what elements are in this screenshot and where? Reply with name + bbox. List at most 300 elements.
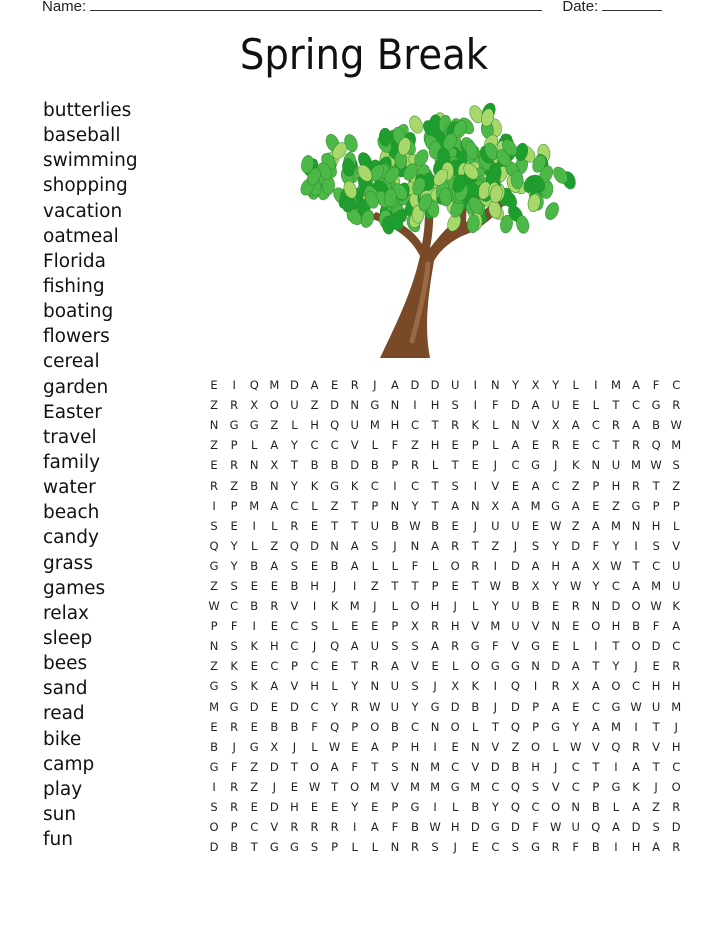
grid-cell[interactable]: L xyxy=(472,719,479,734)
grid-cell[interactable]: S xyxy=(310,840,319,855)
grid-cell[interactable]: U xyxy=(511,599,520,614)
grid-cell[interactable]: T xyxy=(250,840,258,855)
grid-cell[interactable]: P xyxy=(672,498,680,513)
grid-cell[interactable]: R xyxy=(551,438,560,453)
grid-cell[interactable]: K xyxy=(310,478,319,493)
grid-cell[interactable]: G xyxy=(209,558,219,573)
grid-cell[interactable]: C xyxy=(571,759,580,774)
grid-cell[interactable]: T xyxy=(612,639,620,654)
grid-cell[interactable]: I xyxy=(212,498,216,513)
grid-cell[interactable]: K xyxy=(230,659,238,674)
grid-cell[interactable]: T xyxy=(471,538,479,553)
grid-cell[interactable]: C xyxy=(591,438,600,453)
grid-cell[interactable]: N xyxy=(390,398,400,413)
grid-cell[interactable]: N xyxy=(270,478,279,493)
grid-cell[interactable]: A xyxy=(330,759,339,774)
grid-cell[interactable]: R xyxy=(230,800,239,815)
grid-cell[interactable]: H xyxy=(430,398,440,413)
grid-cell[interactable]: Z xyxy=(571,518,580,533)
grid-cell[interactable]: L xyxy=(492,418,499,433)
grid-cell[interactable]: E xyxy=(572,619,580,634)
grid-cell[interactable]: A xyxy=(591,679,600,694)
grid-cell[interactable]: O xyxy=(470,659,480,674)
grid-cell[interactable]: O xyxy=(591,619,601,634)
grid-cell[interactable]: I xyxy=(353,820,357,835)
grid-cell[interactable]: J xyxy=(433,679,437,694)
grid-cell[interactable]: R xyxy=(551,679,560,694)
grid-cell[interactable]: K xyxy=(250,639,258,654)
grid-cell[interactable]: Z xyxy=(571,478,580,493)
grid-cell[interactable]: E xyxy=(330,800,339,815)
grid-cell[interactable]: B xyxy=(250,478,259,493)
grid-cell[interactable]: S xyxy=(451,478,459,493)
grid-cell[interactable]: O xyxy=(209,820,219,835)
grid-cell[interactable]: S xyxy=(290,558,299,573)
grid-cell[interactable]: T xyxy=(471,578,479,593)
grid-cell[interactable]: O xyxy=(671,779,681,794)
grid-cell[interactable]: N xyxy=(370,679,380,694)
grid-cell[interactable]: M xyxy=(349,599,360,614)
grid-cell[interactable]: C xyxy=(632,398,641,413)
grid-cell[interactable]: A xyxy=(390,659,399,674)
grid-cell[interactable]: U xyxy=(671,558,681,573)
grid-cell[interactable]: E xyxy=(250,719,258,734)
grid-cell[interactable]: S xyxy=(310,619,319,634)
grid-cell[interactable]: B xyxy=(290,719,299,734)
grid-cell[interactable]: N xyxy=(209,418,219,433)
grid-cell[interactable]: H xyxy=(651,679,661,694)
grid-cell[interactable]: F xyxy=(230,759,238,774)
grid-cell[interactable]: R xyxy=(230,458,239,473)
grid-cell[interactable]: C xyxy=(290,619,299,634)
grid-cell[interactable]: T xyxy=(411,578,419,593)
grid-cell[interactable]: E xyxy=(210,458,218,473)
grid-cell[interactable]: E xyxy=(572,438,580,453)
grid-cell[interactable]: S xyxy=(230,578,238,593)
grid-cell[interactable]: A xyxy=(652,840,661,855)
grid-cell[interactable]: R xyxy=(451,418,460,433)
grid-cell[interactable]: R xyxy=(672,659,681,674)
grid-cell[interactable]: B xyxy=(230,840,239,855)
grid-cell[interactable]: R xyxy=(431,619,440,634)
grid-cell[interactable]: L xyxy=(251,538,258,553)
grid-cell[interactable]: H xyxy=(290,800,299,815)
grid-cell[interactable]: X xyxy=(270,739,279,754)
grid-cell[interactable]: L xyxy=(371,438,378,453)
grid-cell[interactable]: W xyxy=(369,699,381,714)
grid-cell[interactable]: Y xyxy=(331,699,339,714)
grid-cell[interactable]: G xyxy=(490,820,500,835)
grid-cell[interactable]: F xyxy=(230,619,238,634)
grid-cell[interactable]: U xyxy=(370,639,379,654)
grid-cell[interactable]: Y xyxy=(290,438,298,453)
grid-cell[interactable]: T xyxy=(491,719,499,734)
grid-cell[interactable]: M xyxy=(410,779,420,794)
grid-cell[interactable]: V xyxy=(411,659,419,674)
grid-cell[interactable]: E xyxy=(451,518,459,533)
grid-cell[interactable]: J xyxy=(453,840,457,855)
grid-cell[interactable]: I xyxy=(634,719,638,734)
grid-cell[interactable]: J xyxy=(553,458,558,473)
grid-cell[interactable]: E xyxy=(471,840,479,855)
grid-cell[interactable]: C xyxy=(491,779,500,794)
grid-cell[interactable]: M xyxy=(671,699,682,714)
grid-cell[interactable]: L xyxy=(331,619,338,634)
grid-cell[interactable]: U xyxy=(390,679,400,694)
grid-cell[interactable]: R xyxy=(410,840,419,855)
grid-cell[interactable]: V xyxy=(531,418,540,433)
grid-cell[interactable]: S xyxy=(371,538,379,553)
grid-cell[interactable]: H xyxy=(651,518,661,533)
grid-cell[interactable]: C xyxy=(250,820,259,835)
grid-cell[interactable]: K xyxy=(471,679,480,694)
grid-cell[interactable]: L xyxy=(431,558,439,573)
grid-cell[interactable]: U xyxy=(551,398,560,413)
grid-cell[interactable]: T xyxy=(632,558,640,573)
grid-cell[interactable]: P xyxy=(230,498,238,513)
grid-cell[interactable]: M xyxy=(209,699,220,714)
grid-cell[interactable]: N xyxy=(390,840,400,855)
grid-cell[interactable]: B xyxy=(431,518,440,533)
grid-cell[interactable]: E xyxy=(371,619,379,634)
grid-cell[interactable]: M xyxy=(530,498,541,513)
grid-cell[interactable]: E xyxy=(351,619,359,634)
grid-cell[interactable]: P xyxy=(592,478,600,493)
grid-cell[interactable]: K xyxy=(672,599,680,614)
grid-cell[interactable]: P xyxy=(351,719,359,734)
grid-cell[interactable]: L xyxy=(371,840,378,855)
grid-cell[interactable]: P xyxy=(230,438,238,453)
grid-cell[interactable]: U xyxy=(611,458,621,473)
grid-cell[interactable]: R xyxy=(632,478,641,493)
grid-cell[interactable]: L xyxy=(572,378,579,393)
grid-cell[interactable]: T xyxy=(391,578,399,593)
grid-cell[interactable]: X xyxy=(571,679,580,694)
grid-cell[interactable]: H xyxy=(671,679,681,694)
grid-cell[interactable]: W xyxy=(610,558,622,573)
grid-cell[interactable]: U xyxy=(390,699,400,714)
grid-cell[interactable]: C xyxy=(310,659,319,674)
grid-cell[interactable]: H xyxy=(551,558,560,573)
grid-cell[interactable]: G xyxy=(450,779,460,794)
grid-cell[interactable]: D xyxy=(249,699,259,714)
grid-cell[interactable]: S xyxy=(411,639,419,654)
grid-cell[interactable]: A xyxy=(531,398,540,413)
grid-cell[interactable]: D xyxy=(671,820,681,835)
grid-cell[interactable]: I xyxy=(594,378,598,393)
grid-cell[interactable]: D xyxy=(269,800,279,815)
grid-cell[interactable]: J xyxy=(292,739,297,754)
grid-cell[interactable]: U xyxy=(290,398,299,413)
grid-cell[interactable]: C xyxy=(672,639,681,654)
grid-cell[interactable]: I xyxy=(433,739,437,754)
grid-cell[interactable]: C xyxy=(290,498,299,513)
grid-cell[interactable]: D xyxy=(470,820,480,835)
grid-cell[interactable]: C xyxy=(591,418,600,433)
grid-cell[interactable]: Z xyxy=(611,498,620,513)
grid-cell[interactable]: G xyxy=(510,659,520,674)
grid-cell[interactable]: G xyxy=(229,418,239,433)
grid-cell[interactable]: H xyxy=(430,438,440,453)
grid-cell[interactable]: R xyxy=(270,599,279,614)
grid-cell[interactable]: D xyxy=(631,820,641,835)
grid-cell[interactable]: T xyxy=(431,498,439,513)
grid-cell[interactable]: X xyxy=(491,498,500,513)
grid-cell[interactable]: V xyxy=(390,779,399,794)
grid-cell[interactable]: L xyxy=(391,599,399,614)
grid-cell[interactable]: F xyxy=(492,639,499,654)
grid-cell[interactable]: A xyxy=(571,418,580,433)
grid-cell[interactable]: A xyxy=(632,800,640,815)
grid-cell[interactable]: T xyxy=(652,759,660,774)
grid-cell[interactable]: E xyxy=(531,438,540,453)
grid-cell[interactable]: U xyxy=(511,619,520,634)
grid-cell[interactable]: W xyxy=(549,518,562,533)
grid-cell[interactable]: F xyxy=(652,619,660,634)
grid-cell[interactable]: E xyxy=(290,779,299,794)
grid-cell[interactable]: A xyxy=(591,518,600,533)
grid-cell[interactable]: T xyxy=(290,759,298,774)
grid-cell[interactable]: Z xyxy=(491,538,500,553)
grid-cell[interactable]: A xyxy=(270,438,279,453)
grid-cell[interactable]: R xyxy=(471,558,480,573)
grid-cell[interactable]: H xyxy=(310,578,319,593)
grid-cell[interactable]: R xyxy=(350,378,359,393)
grid-cell[interactable]: I xyxy=(634,538,638,553)
grid-cell[interactable]: Y xyxy=(351,800,359,815)
grid-cell[interactable]: Q xyxy=(330,418,340,433)
grid-cell[interactable]: Y xyxy=(572,719,580,734)
grid-cell[interactable]: Q xyxy=(249,378,259,393)
grid-cell[interactable]: Z xyxy=(330,498,339,513)
grid-cell[interactable]: V xyxy=(471,759,480,774)
grid-cell[interactable]: X xyxy=(250,398,259,413)
grid-cell[interactable]: E xyxy=(310,558,319,573)
grid-cell[interactable]: P xyxy=(471,438,479,453)
grid-cell[interactable]: D xyxy=(269,759,279,774)
grid-cell[interactable]: M xyxy=(369,418,380,433)
grid-cell[interactable]: O xyxy=(631,599,641,614)
grid-cell[interactable]: E xyxy=(652,659,660,674)
grid-cell[interactable]: N xyxy=(410,538,420,553)
grid-cell[interactable]: I xyxy=(393,478,397,493)
grid-cell[interactable]: Q xyxy=(330,719,340,734)
grid-cell[interactable]: L xyxy=(251,438,258,453)
grid-cell[interactable]: E xyxy=(511,478,520,493)
grid-cell[interactable]: D xyxy=(209,840,219,855)
grid-cell[interactable]: E xyxy=(310,518,319,533)
grid-cell[interactable]: E xyxy=(552,639,560,654)
grid-cell[interactable]: C xyxy=(410,719,419,734)
grid-cell[interactable]: C xyxy=(310,438,319,453)
grid-cell[interactable]: A xyxy=(591,719,600,734)
grid-cell[interactable]: E xyxy=(230,518,238,533)
grid-cell[interactable]: A xyxy=(611,820,620,835)
grid-cell[interactable]: P xyxy=(652,498,660,513)
grid-cell[interactable]: I xyxy=(493,558,498,573)
grid-cell[interactable]: V xyxy=(270,820,279,835)
grid-cell[interactable]: W xyxy=(570,739,582,754)
grid-cell[interactable]: L xyxy=(612,800,620,815)
grid-cell[interactable]: Y xyxy=(592,578,600,593)
grid-cell[interactable]: G xyxy=(269,840,279,855)
grid-cell[interactable]: F xyxy=(532,820,539,835)
grid-cell[interactable]: N xyxy=(430,719,440,734)
grid-cell[interactable]: Z xyxy=(370,578,379,593)
grid-cell[interactable]: J xyxy=(232,739,236,754)
grid-cell[interactable]: O xyxy=(450,558,460,573)
grid-cell[interactable]: D xyxy=(490,759,500,774)
grid-cell[interactable]: I xyxy=(493,679,498,694)
grid-cell[interactable]: Q xyxy=(289,538,299,553)
grid-cell[interactable]: B xyxy=(591,800,600,815)
grid-cell[interactable]: R xyxy=(410,458,419,473)
grid-cell[interactable]: T xyxy=(351,518,359,533)
grid-cell[interactable]: B xyxy=(330,458,339,473)
grid-cell[interactable]: I xyxy=(473,478,477,493)
grid-cell[interactable]: E xyxy=(310,800,319,815)
grid-cell[interactable]: A xyxy=(350,538,359,553)
grid-cell[interactable]: X xyxy=(531,378,540,393)
grid-cell[interactable]: H xyxy=(631,840,641,855)
grid-cell[interactable]: A xyxy=(310,378,319,393)
grid-cell[interactable]: Q xyxy=(510,679,520,694)
grid-cell[interactable]: O xyxy=(309,759,320,774)
grid-cell[interactable]: B xyxy=(591,840,600,855)
grid-cell[interactable]: A xyxy=(370,739,379,754)
grid-cell[interactable]: I xyxy=(312,599,317,614)
grid-cell[interactable]: E xyxy=(351,739,359,754)
grid-cell[interactable]: C xyxy=(611,578,620,593)
grid-cell[interactable]: E xyxy=(451,438,459,453)
grid-cell[interactable]: D xyxy=(571,538,581,553)
grid-cell[interactable]: L xyxy=(311,498,318,513)
grid-cell[interactable]: K xyxy=(471,418,480,433)
grid-cell[interactable]: E xyxy=(471,458,479,473)
grid-cell[interactable]: J xyxy=(453,599,457,614)
grid-cell[interactable]: A xyxy=(270,558,279,573)
grid-cell[interactable]: C xyxy=(591,699,600,714)
grid-cell[interactable]: A xyxy=(632,578,640,593)
grid-cell[interactable]: I xyxy=(252,518,256,533)
grid-cell[interactable]: L xyxy=(472,599,479,614)
grid-cell[interactable]: N xyxy=(491,378,500,393)
grid-cell[interactable]: P xyxy=(532,699,540,714)
grid-cell[interactable]: W xyxy=(549,820,562,835)
grid-cell[interactable]: Q xyxy=(510,800,520,815)
grid-cell[interactable]: G xyxy=(470,639,480,654)
grid-cell[interactable]: S xyxy=(230,679,238,694)
grid-cell[interactable]: A xyxy=(531,558,540,573)
grid-cell[interactable]: J xyxy=(373,599,377,614)
grid-cell[interactable]: E xyxy=(210,378,218,393)
grid-cell[interactable]: H xyxy=(310,679,319,694)
grid-cell[interactable]: J xyxy=(493,699,498,714)
grid-cell[interactable]: I xyxy=(614,840,618,855)
grid-cell[interactable]: N xyxy=(330,538,339,553)
grid-cell[interactable]: O xyxy=(450,719,460,734)
grid-cell[interactable]: B xyxy=(390,719,399,734)
grid-cell[interactable]: G xyxy=(551,719,561,734)
grid-cell[interactable]: M xyxy=(470,779,481,794)
grid-cell[interactable]: I xyxy=(433,800,437,815)
grid-cell[interactable]: D xyxy=(289,699,299,714)
grid-cell[interactable]: I xyxy=(473,398,477,413)
grid-cell[interactable]: F xyxy=(311,719,318,734)
grid-cell[interactable]: Q xyxy=(510,719,520,734)
grid-cell[interactable]: Z xyxy=(210,659,218,674)
grid-cell[interactable]: A xyxy=(270,498,279,513)
grid-cell[interactable]: N xyxy=(531,659,540,674)
grid-cell[interactable]: L xyxy=(371,558,378,573)
grid-cell[interactable]: G xyxy=(249,418,259,433)
grid-cell[interactable]: B xyxy=(250,599,259,614)
grid-cell[interactable]: M xyxy=(610,518,621,533)
grid-cell[interactable]: M xyxy=(651,578,662,593)
grid-cell[interactable]: C xyxy=(370,478,379,493)
grid-cell[interactable]: C xyxy=(230,599,239,614)
grid-cell[interactable]: Y xyxy=(552,578,560,593)
grid-cell[interactable]: N xyxy=(631,518,641,533)
grid-cell[interactable]: O xyxy=(370,719,380,734)
grid-cell[interactable]: W xyxy=(328,739,341,754)
grid-cell[interactable]: S xyxy=(531,538,540,553)
grid-cell[interactable]: R xyxy=(451,538,460,553)
grid-cell[interactable]: L xyxy=(552,739,559,754)
grid-cell[interactable]: T xyxy=(451,458,459,473)
grid-cell[interactable]: K xyxy=(350,478,359,493)
grid-cell[interactable]: Z xyxy=(210,438,218,453)
grid-cell[interactable]: D xyxy=(651,639,661,654)
grid-cell[interactable]: D xyxy=(330,398,340,413)
grid-cell[interactable]: Q xyxy=(330,639,340,654)
grid-cell[interactable]: T xyxy=(331,779,339,794)
grid-cell[interactable]: X xyxy=(551,418,560,433)
grid-cell[interactable]: Y xyxy=(552,378,560,393)
grid-cell[interactable]: B xyxy=(411,820,419,835)
grid-cell[interactable]: E xyxy=(250,800,258,815)
grid-cell[interactable]: W xyxy=(650,599,662,614)
grid-cell[interactable]: S xyxy=(652,538,660,553)
grid-cell[interactable]: X xyxy=(411,619,419,634)
grid-cell[interactable]: S xyxy=(391,759,399,774)
grid-cell[interactable]: P xyxy=(391,739,399,754)
grid-cell[interactable]: A xyxy=(551,699,560,714)
grid-cell[interactable]: T xyxy=(351,659,359,674)
grid-cell[interactable]: C xyxy=(571,779,580,794)
grid-cell[interactable]: A xyxy=(370,820,379,835)
grid-cell[interactable]: P xyxy=(391,800,399,815)
grid-cell[interactable]: U xyxy=(450,378,460,393)
grid-cell[interactable]: P xyxy=(592,779,600,794)
grid-cell[interactable]: F xyxy=(592,538,600,553)
grid-cell[interactable]: E xyxy=(531,518,540,533)
grid-cell[interactable]: A xyxy=(431,639,440,654)
grid-cell[interactable]: U xyxy=(651,699,661,714)
grid-cell[interactable]: G xyxy=(330,478,340,493)
grid-cell[interactable]: E xyxy=(572,699,580,714)
grid-cell[interactable]: F xyxy=(391,438,399,453)
grid-cell[interactable]: R xyxy=(632,438,641,453)
grid-cell[interactable]: A xyxy=(390,378,399,393)
grid-cell[interactable]: G xyxy=(531,639,540,654)
grid-cell[interactable]: C xyxy=(652,558,661,573)
grid-cell[interactable]: S xyxy=(672,458,680,473)
grid-cell[interactable]: Y xyxy=(230,558,238,573)
grid-cell[interactable]: F xyxy=(391,820,399,835)
grid-cell[interactable]: B xyxy=(632,619,640,634)
grid-cell[interactable]: R xyxy=(290,518,299,533)
